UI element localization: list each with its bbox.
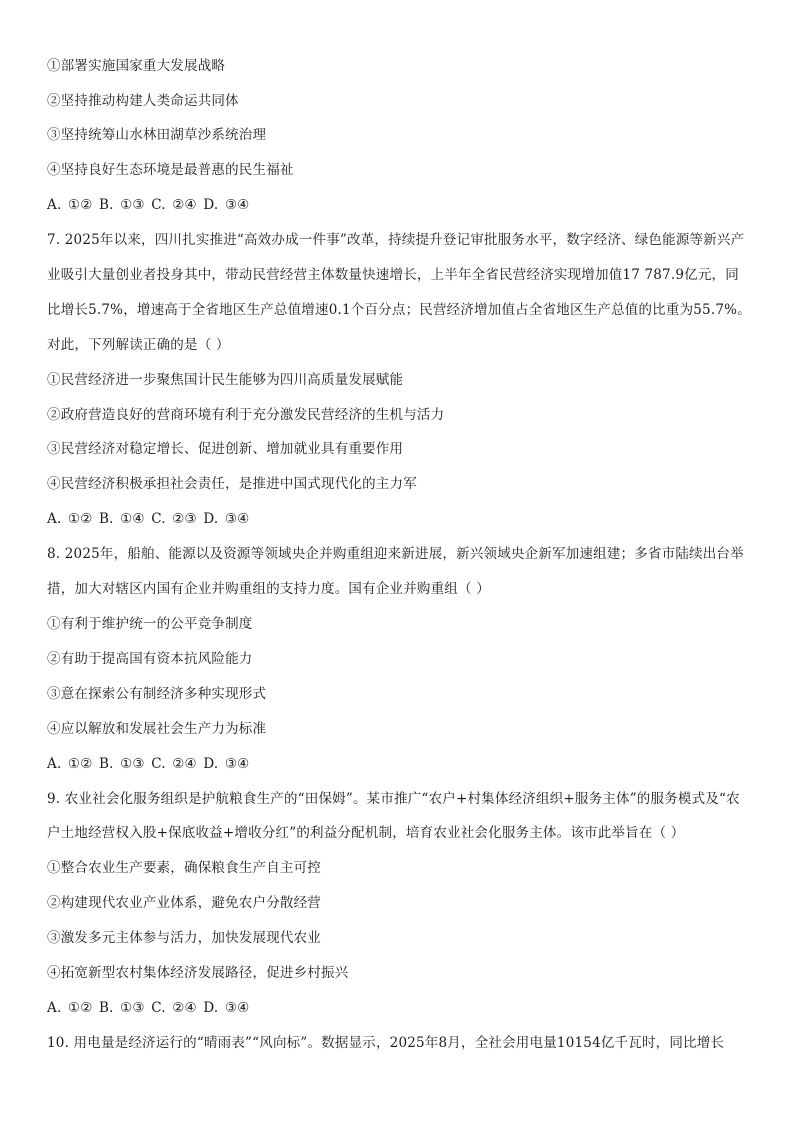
answer-choices: A. ①② B. ①③ C. ②④ D. ③④ bbox=[47, 197, 250, 213]
question-8-stem-line: 措，加大对辖区内国有企业并购重组的支持力度。国有企业并购重组（ ） bbox=[47, 581, 490, 597]
question-9-option-3: ③激发多元主体参与活力，加快发展现代农业 bbox=[47, 930, 321, 946]
question-8-answer-choices: A. ①② B. ①③ C. ②④ D. ③④ bbox=[47, 756, 250, 772]
option-3: ③坚持统筹山水林田湖草沙系统治理 bbox=[47, 127, 267, 143]
question-9-stem-line: 户土地经营权入股+保底收益+增收分红”的利益分配机制，培育农业社会化服务主体。该市此举旨在（ ） bbox=[47, 825, 685, 841]
question-9-stem-line: 9. 农业社会化服务组织是护航粮食生产的“田保姆”。某市推广“农户+村集体经济组织+服务主体”的服务模式及“农 bbox=[47, 791, 740, 807]
question-10-stem-line: 10. 用电量是经济运行的“晴雨表”“风向标”。数据显示，2025年8月，全社会用电量10154亿千瓦时，同比增长 bbox=[47, 1035, 725, 1051]
question-9-answer-choices: A. ①② B. ①③ C. ②④ D. ③④ bbox=[47, 1000, 250, 1016]
question-9-option-2: ②构建现代农业产业体系，避免农户分散经营 bbox=[47, 895, 321, 911]
option-2: ②坚持推动构建人类命运共同体 bbox=[47, 93, 239, 109]
question-7-stem-line: 业吸引大量创业者投身其中，带动民营经营主体数量快速增长，上半年全省民营经济实现增加值17 787.9亿元，同 bbox=[47, 267, 739, 283]
question-9-option-4: ④拓宽新型农村集体经济发展路径，促进乡村振兴 bbox=[47, 965, 349, 981]
question-9-option-1: ①整合农业生产要素，确保粮食生产自主可控 bbox=[47, 860, 321, 876]
question-8-stem-line: 8. 2025年，船舶、能源以及资源等领域央企并购重组迎来新进展，新兴领域央企新军加速组建；多省市陆续出台举 bbox=[47, 546, 744, 562]
question-7-answer-choices: A. ①② B. ①④ C. ②③ D. ③④ bbox=[47, 511, 250, 527]
question-7-option-2: ②政府营造良好的营商环境有利于充分激发民营经济的生机与活力 bbox=[47, 407, 445, 423]
question-7-option-4: ④民营经济积极承担社会责任，是推进中国式现代化的主力军 bbox=[47, 476, 417, 492]
option-4: ④坚持良好生态环境是最普惠的民生福祉 bbox=[47, 162, 294, 178]
question-7-stem-line: 比增长5.7%，增速高于全省地区生产总值增速0.1个百分点；民营经济增加值占全省地区生产总值的比重为55.7%。 bbox=[47, 302, 751, 318]
question-8-option-1: ①有利于维护统一的公平竞争制度 bbox=[47, 616, 253, 632]
question-7-option-3: ③民营经济对稳定增长、促进创新、增加就业具有重要作用 bbox=[47, 441, 404, 457]
question-7-option-1: ①民营经济进一步聚焦国计民生能够为四川高质量发展赋能 bbox=[47, 372, 404, 388]
question-7-stem-line: 对此，下列解读正确的是（ ） bbox=[47, 337, 230, 353]
question-8-option-3: ③意在探索公有制经济多种实现形式 bbox=[47, 686, 267, 702]
question-7-stem-line: 7. 2025年以来，四川扎实推进“高效办成一件事”改革，持续提升登记审批服务水平，数字经济、绿色能源等新兴产 bbox=[47, 232, 745, 248]
option-1: ①部署实施国家重大发展战略 bbox=[47, 58, 226, 74]
question-8-option-2: ②有助于提高国有资本抗风险能力 bbox=[47, 651, 253, 667]
question-8-option-4: ④应以解放和发展社会生产力为标准 bbox=[47, 721, 267, 737]
